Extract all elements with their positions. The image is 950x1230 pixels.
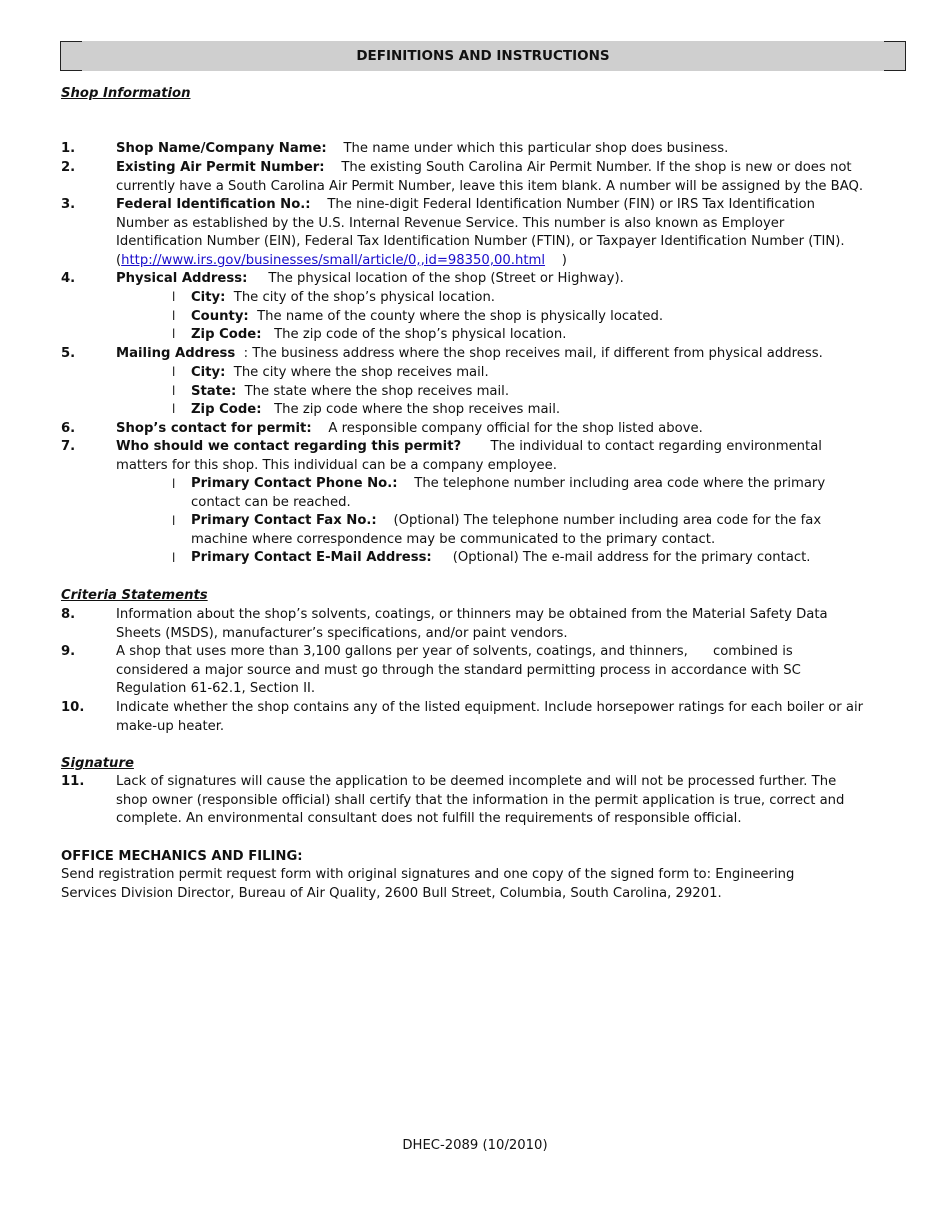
bullet-icon: l bbox=[172, 290, 176, 304]
item-7-label: Who should we contact regarding this permit? bbox=[116, 439, 462, 454]
item-3-label: Federal Identification No.: bbox=[116, 197, 311, 212]
item-5-label: Mailing Address bbox=[116, 346, 236, 361]
item-7-fax-label: Primary Contact Fax No.: bbox=[191, 513, 377, 528]
item-4 bbox=[116, 270, 866, 289]
item-6-text: A responsible company official for the shop listed above. bbox=[328, 421, 703, 436]
item-5-state-text: The state where the shop receives mail. bbox=[244, 384, 510, 399]
item-7-phone-text: The telephone number including area code where the primary contact can be reached. bbox=[191, 476, 826, 510]
item-7-fax bbox=[191, 512, 866, 549]
item-number-5: 5. bbox=[61, 346, 76, 361]
bullet-icon: l bbox=[172, 402, 176, 416]
item-4-label: Physical Address: bbox=[116, 271, 248, 286]
item-4-zip-label: Zip Code: bbox=[191, 327, 262, 342]
office-mechanics-text: Send registration permit request form with original signatures and one copy of the signed form to: Engineering Services Division Director, Bureau of Air Quality, 2600 Bull Street, Columbia, South Carolina, 29201. bbox=[61, 867, 795, 901]
section-title-signature: Signature bbox=[61, 756, 134, 771]
item-5-city-label: City: bbox=[191, 365, 226, 380]
item-3-link-line: (http://www.irs.gov/businesses/small/article/0,,id=98350,00.html ) bbox=[116, 253, 567, 268]
item-4-city-label: City: bbox=[191, 290, 226, 305]
item-1-text: The name under which this particular shop does business. bbox=[343, 141, 729, 156]
bullet-icon: l bbox=[172, 365, 176, 379]
item-7-email bbox=[191, 549, 866, 568]
section-title-criteria-statements: Criteria Statements bbox=[61, 588, 208, 603]
item-7-fax-text: (Optional) The telephone number including area code for the fax machine where correspondence may be communicated to the primary contact. bbox=[191, 513, 822, 547]
office-mechanics-title: OFFICE MECHANICS AND FILING: bbox=[61, 849, 303, 864]
item-5-state-label: State: bbox=[191, 384, 237, 399]
header-bar bbox=[60, 41, 906, 71]
item-4-county-label: County: bbox=[191, 309, 249, 324]
item-number-11: 11. bbox=[61, 774, 85, 789]
item-8-text: Information about the shop’s solvents, coatings, or thinners may be obtained from the Material Safety Data Sheets (MSDS), manufacturer’s specifications, and/or paint vendors. bbox=[116, 607, 828, 641]
item-number-6: 6. bbox=[61, 421, 76, 436]
item-4-city-text: The city of the shop’s physical location. bbox=[233, 290, 495, 305]
irs-link[interactable]: http://www.irs.gov/businesses/small/article/0,,id=98350,00.html bbox=[121, 253, 546, 268]
bullet-icon: l bbox=[172, 514, 176, 528]
item-9-text: A shop that uses more than 3,100 gallons per year of solvents, coatings, and thinners, combined is considered a major source and must go through the standard permitting process in accordance with SC Regulation 61-62.1, Section II. bbox=[116, 644, 805, 697]
item-4-city bbox=[191, 289, 866, 308]
bullet-icon: l bbox=[172, 477, 176, 491]
item-number-7: 7. bbox=[61, 439, 76, 454]
bullet-icon: l bbox=[172, 551, 176, 565]
item-7-text: The individual to contact regarding environmental matters for this shop. This individual can be a company employee. bbox=[116, 439, 822, 473]
item-number-1: 1. bbox=[61, 141, 76, 156]
item-number-3: 3. bbox=[61, 197, 76, 212]
item-number-9: 9. bbox=[61, 644, 76, 659]
bullet-icon: l bbox=[172, 309, 176, 323]
item-7-email-text: (Optional) The e-mail address for the primary contact. bbox=[452, 550, 811, 565]
item-5-zip-label: Zip Code: bbox=[191, 402, 262, 417]
item-number-10: 10. bbox=[61, 700, 85, 715]
item-number-4: 4. bbox=[61, 271, 76, 286]
item-5-state bbox=[191, 383, 866, 402]
item-2 bbox=[116, 159, 866, 196]
page-title: DEFINITIONS AND INSTRUCTIONS bbox=[356, 48, 610, 64]
item-4-text: The physical location of the shop (Street or Highway). bbox=[268, 271, 624, 286]
item-7 bbox=[116, 438, 866, 475]
item-6 bbox=[116, 420, 866, 439]
item-4-zip bbox=[191, 326, 866, 345]
section-title-shop-information: Shop Information bbox=[61, 86, 191, 101]
item-number-8: 8. bbox=[61, 607, 76, 622]
item-5-city bbox=[191, 364, 866, 383]
item-1 bbox=[116, 140, 866, 159]
form-id-footer: DHEC-2089 (10/2010) bbox=[402, 1138, 548, 1153]
item-7-phone-label: Primary Contact Phone No.: bbox=[191, 476, 398, 491]
item-4-county bbox=[191, 308, 866, 327]
item-2-text: The existing South Carolina Air Permit Number. If the shop is new or does not currently have a South Carolina Air Permit Number, leave this item blank. A number will be assigned by the BAQ. bbox=[116, 160, 864, 194]
item-11-text: Lack of signatures will cause the application to be deemed incomplete and will not be processed further. The shop owner (responsible official) shall certify that the information in the permit application is true, correct and complete. An environmental consultant does not fulfill the requirements of responsible official. bbox=[116, 774, 845, 827]
item-7-phone bbox=[191, 475, 866, 512]
bullet-icon: l bbox=[172, 327, 176, 341]
item-3-text: The nine-digit Federal Identification Number (FIN) or IRS Tax Identification Number as established by the U.S. Internal Revenue Service. This number is also known as Employer Identification Number (EIN), Federal Tax Identification Number (FTIN), or Taxpayer Identification Number (TIN). bbox=[116, 197, 845, 250]
item-5-city-text: The city where the shop receives mail. bbox=[233, 365, 489, 380]
item-5-zip bbox=[191, 401, 866, 420]
item-2-label: Existing Air Permit Number: bbox=[116, 160, 325, 175]
item-6-label: Shop’s contact for permit: bbox=[116, 421, 312, 436]
item-4-zip-text: The zip code of the shop’s physical location. bbox=[274, 327, 567, 342]
item-4-county-text: The name of the county where the shop is physically located. bbox=[257, 309, 664, 324]
item-5-text: : The business address where the shop receives mail, if different from physical address. bbox=[243, 346, 823, 361]
item-1-label: Shop Name/Company Name: bbox=[116, 141, 327, 156]
item-5 bbox=[116, 345, 866, 364]
item-5-zip-text: The zip code where the shop receives mail. bbox=[274, 402, 561, 417]
item-3 bbox=[116, 196, 866, 252]
item-7-email-label: Primary Contact E-Mail Address: bbox=[191, 550, 432, 565]
item-number-2: 2. bbox=[61, 160, 76, 175]
bullet-icon: l bbox=[172, 384, 176, 398]
item-10-text: Indicate whether the shop contains any of the listed equipment. Include horsepower ratings for each boiler or air make-up heater. bbox=[116, 700, 864, 734]
